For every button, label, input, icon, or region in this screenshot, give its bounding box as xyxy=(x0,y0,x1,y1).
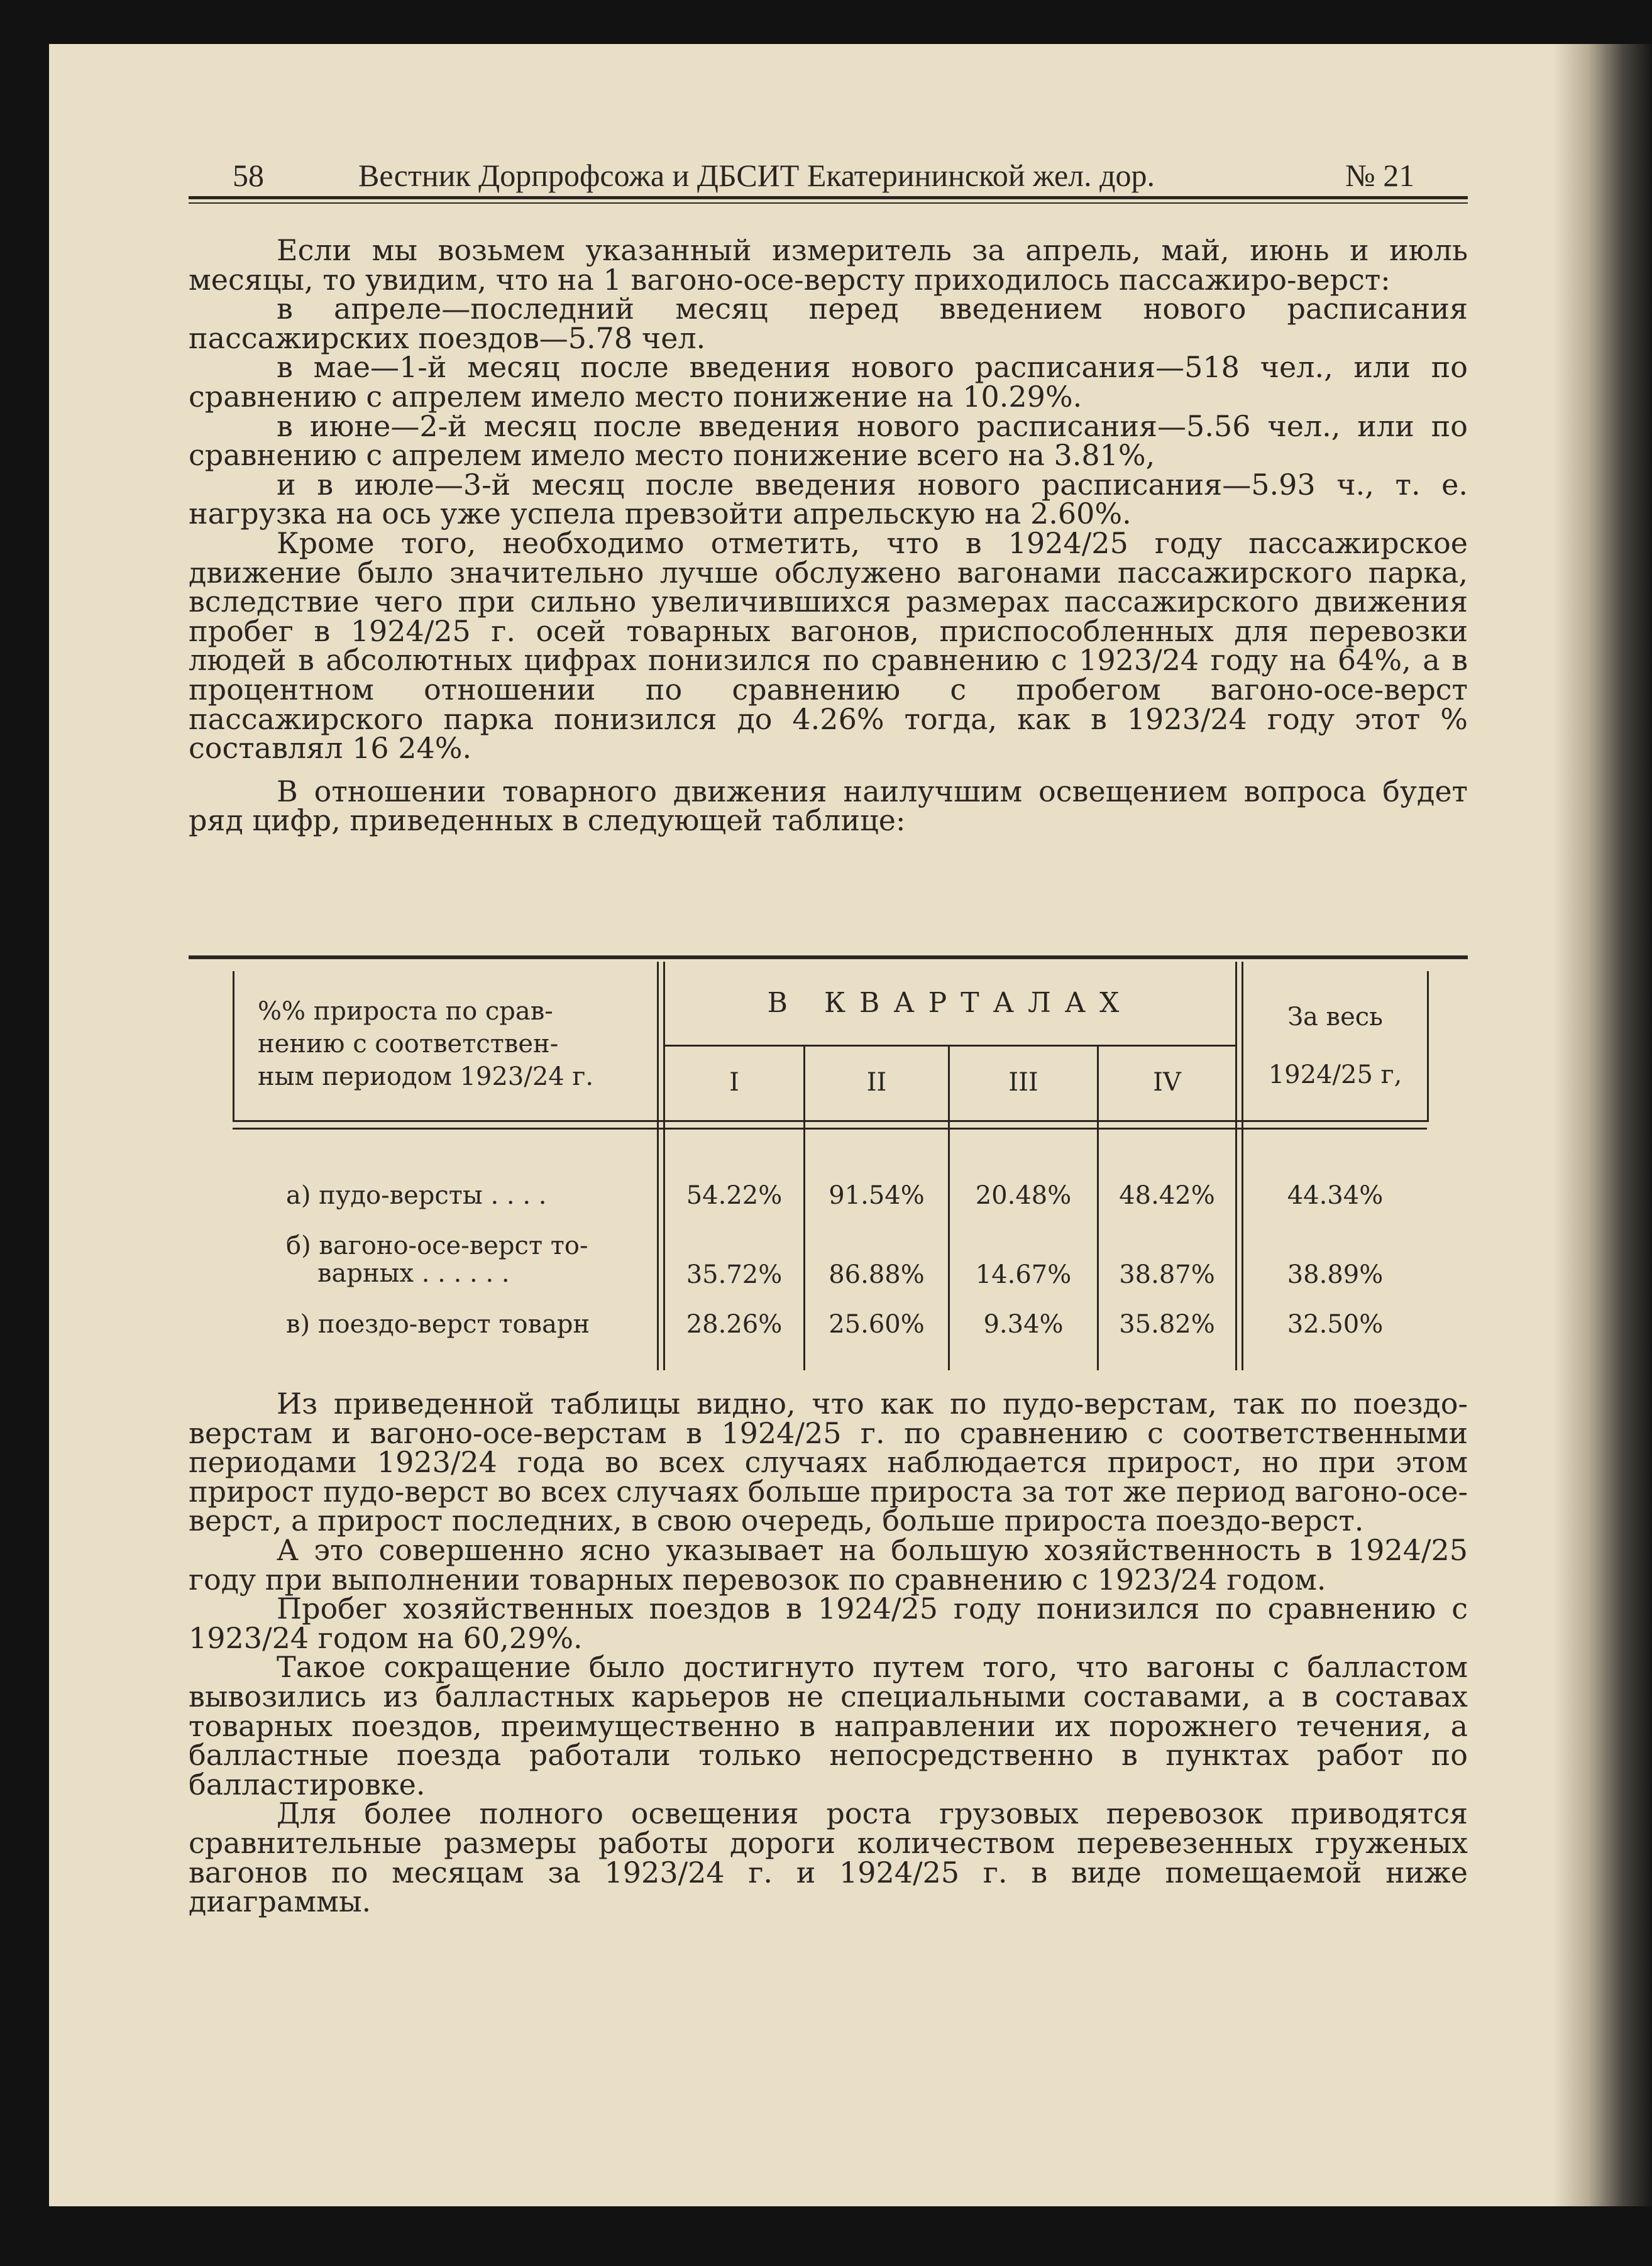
body-text-bottom xyxy=(189,1389,1468,1917)
table-rule xyxy=(233,1128,1427,1130)
paragraph: В отношении товарного движения наилучшим освещением вопроса будет ряд цифр, приведенных в следующей таблице: xyxy=(189,774,1468,838)
quarter-header: I xyxy=(729,1068,739,1097)
page-number: 58 xyxy=(233,158,264,193)
paragraph: Для более полного освещения роста грузовых перевозок приводятся сравнительные размеры работы дороги количеством перевезенных груженых вагонов по месяцам за 1923/24 г. и 1924/25 г. в виде помещаемой ниже диаграммы. xyxy=(189,1796,1468,1919)
table-cell: 14.67% xyxy=(975,1260,1072,1289)
table-cell: 35.82% xyxy=(1119,1310,1215,1339)
body-text-top xyxy=(189,233,1468,838)
paragraph: в мае—1-й месяц после введения нового расписания—518 чел., или по сравнению с апрелем имело место понижение на 10.29%. xyxy=(189,350,1468,414)
table-cell: 38.89% xyxy=(1287,1260,1384,1289)
paragraph: Пробег хозяйственных поездов в 1924/25 году понизился по сравнению с 1923/24 годом на 60,29%. xyxy=(189,1592,1468,1655)
quarter-header: IV xyxy=(1153,1068,1181,1097)
row-label: б) вагоно-осе-верст то- xyxy=(286,1231,588,1260)
table-header-label: нению с соответствен- xyxy=(258,1030,559,1059)
table-cell: 35.72% xyxy=(686,1260,783,1289)
table-top-rule xyxy=(189,955,1468,959)
table-cell: 38.87% xyxy=(1119,1260,1215,1289)
table-rule xyxy=(665,1045,1235,1047)
table-header-label: %% прироста по срав- xyxy=(258,997,553,1026)
header-rule-thick xyxy=(189,196,1468,199)
table-cell: 32.50% xyxy=(1287,1310,1384,1339)
row-label: варных . . . . . . xyxy=(317,1259,510,1288)
row-label: в) поездо-верст товарн xyxy=(286,1310,590,1339)
journal-title: Вестник Дорпрофсожа и ДБСИТ Екатерининской жел. дор. xyxy=(358,158,1155,193)
table-cell: 48.42% xyxy=(1119,1181,1215,1210)
running-header xyxy=(189,157,1421,195)
table-rule xyxy=(233,1120,1427,1122)
group-header: В КВАРТАЛАХ xyxy=(767,987,1133,1019)
table-cell: 20.48% xyxy=(975,1181,1072,1210)
paragraph: в апреле—последний месяц перед введением нового расписания пассажирских поездов—5.78 чел. xyxy=(189,292,1468,355)
paragraph: Кроме того, необходимо отметить, что в 1924/25 году пассажирское движение было значительно лучше обслужено вагонами пассажирского парка, вследствие чего при сильно увеличившихся размерах пассажирского движения пробег в 1924/25 г. осей товарных вагонов, приспособленных для перевозки людей в абсолютных цифрах понизился по сравнению с 1923/24 году на 64%, а в процентном отношении по сравнению с пробегом вагоно-осе-верст пассажирского парка понизился до 4.26% тогда, как в 1923/24 году этот % составлял 16 24%. xyxy=(189,525,1468,766)
table-border xyxy=(233,971,234,1122)
issue-number: № 21 xyxy=(1345,158,1415,193)
table-cell: 54.22% xyxy=(686,1181,783,1210)
paragraph: в июне—2-й месяц после введения нового расписания—5.56 чел., или по сравнению с апрелем имело место понижение всего на 3.81%, xyxy=(189,409,1468,473)
table-cell: 28.26% xyxy=(686,1310,783,1339)
quarter-header: II xyxy=(866,1068,887,1097)
paragraph: Если мы возьмем указанный измеритель за апрель, май, июнь и июль месяцы, то увидим, что на 1 вагоно-осе-версту приходилось пассажиро-верст: xyxy=(189,233,1468,297)
quarter-header: III xyxy=(1008,1068,1038,1097)
table-border xyxy=(1235,962,1237,1370)
table-cell: 91.54% xyxy=(829,1181,925,1210)
table-cell: 44.34% xyxy=(1287,1181,1384,1210)
paragraph: и в июле—3-й месяц после введения нового расписания—5.93 ч., т. е. нагрузка на ось уже успела превзойти апрельскую на 2.60%. xyxy=(189,467,1468,531)
paragraph: А это совершенно ясно указывает на большую хозяйственность в 1924/25 году при выполнении товарных перевозок по сравнению с 1923/24 годом. xyxy=(189,1532,1468,1597)
table-cell: 25.60% xyxy=(829,1310,925,1339)
book-spine-shadow xyxy=(1553,44,1652,2206)
table-cell: 9.34% xyxy=(983,1310,1064,1339)
table-border xyxy=(657,962,659,1370)
table-cell: 86.88% xyxy=(829,1260,925,1289)
row-label: а) пудо-версты . . . . xyxy=(286,1181,547,1210)
paragraph: Такое сокращение было достигнуто путем того, что вагоны с балластом вывозились из балластных карьеров не специальными составами, а в составах товарных поездов, преимущественно в направлении их порожнего течения, а балластные поезда работали только непосредственно в пунктах работ по балластировке. xyxy=(189,1650,1468,1801)
total-header: 1924/25 г, xyxy=(1268,1060,1402,1089)
header-rule-thin xyxy=(189,202,1468,204)
table-border xyxy=(1427,971,1429,1122)
paragraph: Из приведенной таблицы видно, что как по пудо-верстам, так по поездо-верстам и вагоно-осе-верстам в 1924/25 г. по сравнению с соответственными периодами 1923/24 года во всех случаях наблюдается прирост, но при этом прирост пудо-верст во всех случаях больше прироста за тот же период вагоно-осе-верст, а прирост последних, в свою очередь, больше прироста поездо-верст. xyxy=(189,1387,1468,1538)
total-header: За весь xyxy=(1287,1003,1383,1031)
table-header-label: ным периодом 1923/24 г. xyxy=(258,1062,594,1091)
